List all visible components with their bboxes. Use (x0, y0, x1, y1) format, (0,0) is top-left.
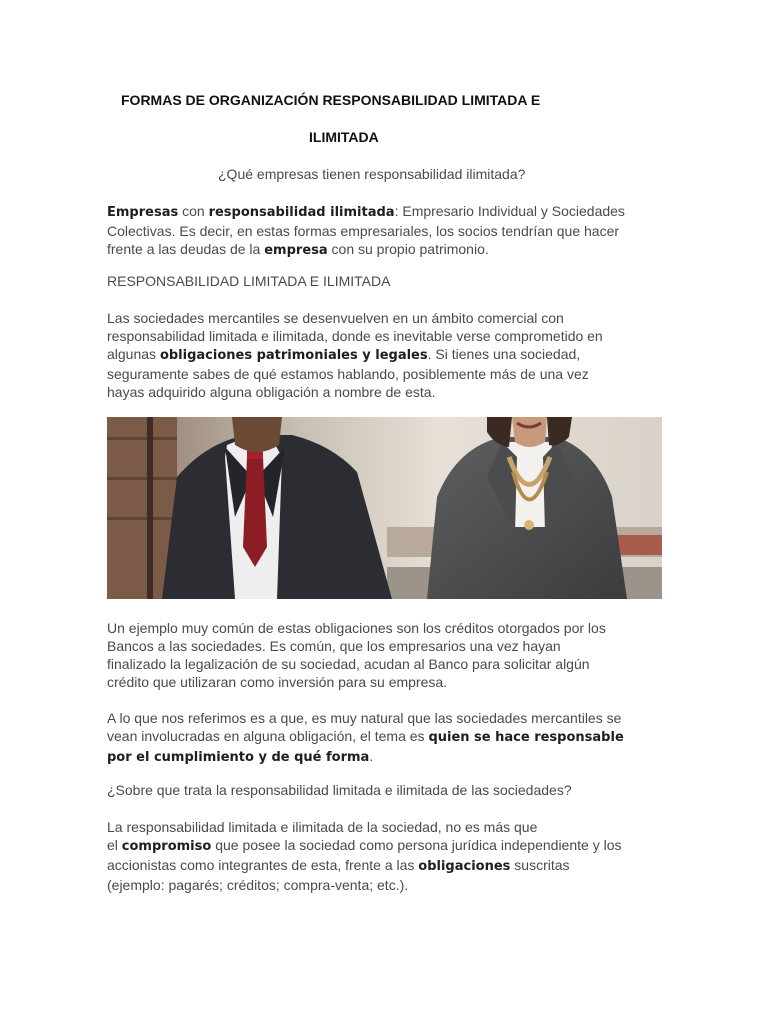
text-run: frente a las deudas de la (107, 241, 265, 257)
text-line: (ejemplo: pagarés; créditos; compra-venta; etc.). (107, 877, 409, 893)
bold-text: responsabilidad ilimitada (208, 205, 395, 220)
text-line (107, 856, 667, 876)
text-line: hayas adquirido alguna obligación a nombre de esta. (107, 384, 436, 400)
text-line: finalizado la legalización de su sociedad, acudan al Banco para solicitar algún (107, 656, 590, 672)
text-line: Colectivas. Es decir, en estas formas empresariales, los socios tendrían que hacer (107, 223, 620, 239)
text-line: La responsabilidad limitada e ilimitada de la sociedad, no es más que (107, 819, 538, 835)
text-run: con su propio patrimonio. (327, 241, 489, 257)
question-heading-2: ¿Sobre que trata la responsabilidad limitada e ilimitada de las sociedades? (107, 782, 572, 798)
text-line: Bancos a las sociedades. Es común, que los empresarios una vez hayan (107, 638, 561, 654)
text-run: . Si tienes una sociedad, (427, 346, 581, 362)
text-line: seguramente sabes de qué estamos hablando, posiblemente más de una vez (107, 366, 589, 382)
bold-text: obligaciones patrimoniales y legales (159, 348, 428, 363)
text-line: Un ejemplo muy común de estas obligaciones son los créditos otorgados por los (107, 620, 606, 636)
text-run: suscritas (510, 857, 570, 873)
text-run: que posee la sociedad como persona jurídica independiente y los (211, 837, 622, 853)
bold-text: por el cumplimiento y de qué forma (107, 750, 370, 765)
text-run: accionistas como integrantes de esta, frente a las (107, 857, 419, 873)
text-run: : Empresario Individual y Sociedades (394, 203, 625, 219)
text-line (107, 202, 667, 222)
text-line: Las sociedades mercantiles se desenvuelven en un ámbito comercial con (107, 310, 564, 326)
text-line (107, 747, 667, 767)
bold-text: empresa (264, 243, 328, 258)
text-run: el (107, 837, 122, 853)
text-run: con (178, 203, 209, 219)
paragraph-empresas (107, 202, 667, 260)
question-heading-1: ¿Qué empresas tienen responsabilidad ilimitada? (218, 166, 526, 182)
business-people-photo (107, 417, 662, 599)
text-run: . (369, 748, 374, 764)
section-heading: RESPONSABILIDAD LIMITADA E ILIMITADA (107, 273, 391, 289)
bold-text: compromiso (121, 839, 212, 854)
text-line (107, 727, 667, 747)
document-title-line-2: ILIMITADA (309, 129, 379, 145)
paragraph-referimos (107, 709, 667, 767)
text-run: algunas (107, 346, 160, 362)
bold-text: obligaciones (418, 859, 511, 874)
text-line: responsabilidad limitada e ilimitada, donde es inevitable verse comprometido en (107, 328, 603, 344)
paragraph-ejemplo (107, 619, 667, 691)
text-line: A lo que nos referimos es a que, es muy natural que las sociedades mercantiles se (107, 710, 622, 726)
bold-text: quien se hace responsable (428, 730, 624, 745)
paragraph-compromiso (107, 818, 667, 894)
text-run: vean involucradas en alguna obligación, el tema es (107, 728, 429, 744)
text-line (107, 240, 667, 260)
document-title-line-1: FORMAS DE ORGANIZACIÓN RESPONSABILIDAD LIMITADA E (121, 92, 541, 108)
text-line (107, 345, 667, 365)
paragraph-sociedades (107, 309, 667, 401)
text-line (107, 836, 667, 856)
text-line: crédito que utilizaran como inversión para su empresa. (107, 674, 448, 690)
bold-text: Empresas (107, 205, 179, 220)
photo-illustration (107, 417, 662, 599)
